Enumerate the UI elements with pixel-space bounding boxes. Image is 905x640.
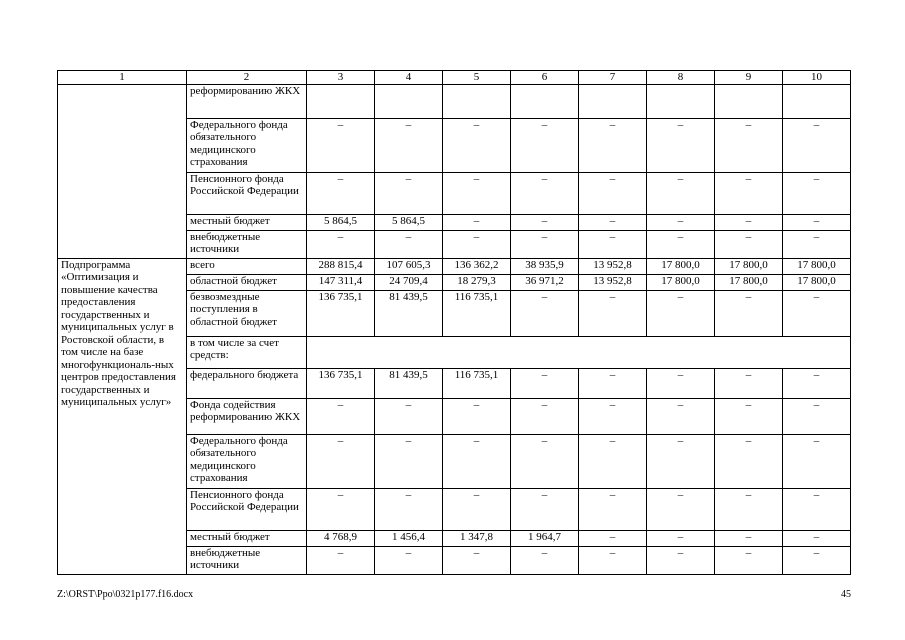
value-cell: 107 605,3 [375, 258, 443, 274]
value-cell [647, 84, 715, 118]
value-cell: – [375, 488, 443, 530]
value-cell: 1 456,4 [375, 530, 443, 546]
header-cell: 4 [375, 71, 443, 85]
value-cell: – [511, 214, 579, 230]
value-cell [579, 84, 647, 118]
value-cell: 13 952,8 [579, 258, 647, 274]
value-cell: – [783, 488, 851, 530]
value-cell: – [307, 398, 375, 434]
table-header-row [58, 71, 851, 85]
value-cell: – [443, 488, 511, 530]
value-cell: 24 709,4 [375, 274, 443, 290]
header-cell: 1 [58, 71, 187, 85]
value-cell: – [783, 546, 851, 574]
value-cell: – [783, 172, 851, 214]
row-label-cell: местный бюджет [187, 214, 307, 230]
value-cell: – [307, 230, 375, 258]
value-cell: – [783, 290, 851, 336]
header-cell: 8 [647, 71, 715, 85]
table-row [58, 84, 851, 118]
value-cell: – [511, 488, 579, 530]
value-cell: 136 362,2 [443, 258, 511, 274]
value-cell: 17 800,0 [715, 258, 783, 274]
value-cell: – [443, 214, 511, 230]
value-cell: – [647, 290, 715, 336]
value-cell: – [375, 230, 443, 258]
value-cell: 136 735,1 [307, 290, 375, 336]
row-label-cell: Пенсионного фонда Российской Федерации [187, 172, 307, 214]
value-cell: 81 439,5 [375, 290, 443, 336]
row-label-cell: Федерального фонда обязательного медицинского страхования [187, 434, 307, 488]
value-cell: – [511, 118, 579, 172]
value-cell: – [579, 214, 647, 230]
value-cell: – [307, 488, 375, 530]
value-cell: 17 800,0 [783, 274, 851, 290]
value-cell: – [715, 172, 783, 214]
value-cell: – [647, 546, 715, 574]
value-cell: – [579, 434, 647, 488]
value-cell: – [647, 434, 715, 488]
value-cell [783, 84, 851, 118]
value-cell: – [783, 230, 851, 258]
value-cell: – [579, 172, 647, 214]
value-cell: – [783, 398, 851, 434]
value-cell: – [511, 230, 579, 258]
value-cell: – [375, 398, 443, 434]
value-cell: – [715, 118, 783, 172]
value-cell: – [511, 398, 579, 434]
value-cell: – [715, 290, 783, 336]
row-label-cell: местный бюджет [187, 530, 307, 546]
budget-table [57, 70, 851, 575]
value-cell: – [715, 546, 783, 574]
row-label-cell: реформированию ЖКХ [187, 84, 307, 118]
value-cell: – [579, 530, 647, 546]
value-cell: 17 800,0 [715, 274, 783, 290]
value-cell: 4 768,9 [307, 530, 375, 546]
value-cell: 116 735,1 [443, 368, 511, 398]
value-cell: – [579, 290, 647, 336]
value-cell: – [307, 118, 375, 172]
merged-empty-cell [307, 336, 851, 368]
value-cell [511, 84, 579, 118]
value-cell: – [443, 118, 511, 172]
row-label-cell: Пенсионного фонда Российской Федерации [187, 488, 307, 530]
value-cell: – [443, 398, 511, 434]
row-label-cell: в том числе за счет средств: [187, 336, 307, 368]
value-cell: 5 864,5 [375, 214, 443, 230]
value-cell: – [307, 172, 375, 214]
header-cell: 7 [579, 71, 647, 85]
value-cell: 17 800,0 [647, 258, 715, 274]
value-cell: – [511, 434, 579, 488]
value-cell: – [647, 398, 715, 434]
value-cell: 36 971,2 [511, 274, 579, 290]
header-cell: 10 [783, 71, 851, 85]
table-row [58, 258, 851, 274]
value-cell: – [715, 434, 783, 488]
value-cell: – [647, 172, 715, 214]
value-cell: – [375, 172, 443, 214]
value-cell: – [375, 118, 443, 172]
value-cell: – [715, 230, 783, 258]
value-cell: – [783, 118, 851, 172]
subprogram-name-cell: Подпрограмма «Оптимизация и повышение качества предоставления государственных и муниципальных услуг в Ростовской области, в том числе на базе многофункциональ-ных центров предоставления государственных и муниципальных услуг» [58, 258, 187, 574]
header-cell: 5 [443, 71, 511, 85]
value-cell: 13 952,8 [579, 274, 647, 290]
value-cell: – [783, 434, 851, 488]
value-cell: – [783, 214, 851, 230]
value-cell: – [443, 172, 511, 214]
row-label-cell: федерального бюджета [187, 368, 307, 398]
header-cell: 9 [715, 71, 783, 85]
header-cell: 2 [187, 71, 307, 85]
value-cell: – [511, 546, 579, 574]
value-cell: 116 735,1 [443, 290, 511, 336]
file-path: Z:\ORST\Ppo\0321p177.f16.docx [57, 589, 194, 600]
value-cell: – [375, 546, 443, 574]
row-label-cell: всего [187, 258, 307, 274]
value-cell: – [443, 546, 511, 574]
value-cell: – [579, 118, 647, 172]
value-cell: – [715, 488, 783, 530]
row-label-cell: безвозмездные поступления в областной бюджет [187, 290, 307, 336]
value-cell: – [511, 172, 579, 214]
value-cell: – [715, 398, 783, 434]
value-cell: – [647, 488, 715, 530]
value-cell: – [715, 214, 783, 230]
value-cell: – [783, 368, 851, 398]
value-cell: 81 439,5 [375, 368, 443, 398]
value-cell: 288 815,4 [307, 258, 375, 274]
value-cell: – [443, 230, 511, 258]
value-cell: – [715, 368, 783, 398]
value-cell: – [307, 434, 375, 488]
value-cell [715, 84, 783, 118]
program-name-cell [58, 84, 187, 258]
value-cell: – [783, 530, 851, 546]
value-cell: – [307, 546, 375, 574]
value-cell: – [375, 434, 443, 488]
value-cell: – [647, 214, 715, 230]
value-cell: – [647, 118, 715, 172]
value-cell: – [579, 488, 647, 530]
row-label-cell: внебюджетные источники [187, 546, 307, 574]
value-cell: 38 935,9 [511, 258, 579, 274]
value-cell: – [647, 530, 715, 546]
value-cell: – [579, 546, 647, 574]
value-cell [307, 84, 375, 118]
value-cell: – [511, 290, 579, 336]
value-cell: 1 964,7 [511, 530, 579, 546]
value-cell: 136 735,1 [307, 368, 375, 398]
value-cell: 18 279,3 [443, 274, 511, 290]
page-number: 45 [841, 589, 851, 600]
value-cell: – [579, 230, 647, 258]
value-cell: 147 311,4 [307, 274, 375, 290]
row-label-cell: Федерального фонда обязательного медицинского страхования [187, 118, 307, 172]
value-cell: 17 800,0 [783, 258, 851, 274]
value-cell: – [511, 368, 579, 398]
value-cell: – [579, 368, 647, 398]
value-cell: 5 864,5 [307, 214, 375, 230]
header-cell: 3 [307, 71, 375, 85]
value-cell [375, 84, 443, 118]
row-label-cell: внебюджетные источники [187, 230, 307, 258]
value-cell [443, 84, 511, 118]
value-cell: 1 347,8 [443, 530, 511, 546]
row-label-cell: Фонда содействия реформированию ЖКХ [187, 398, 307, 434]
value-cell: – [443, 434, 511, 488]
value-cell: – [579, 398, 647, 434]
header-cell: 6 [511, 71, 579, 85]
value-cell: – [715, 530, 783, 546]
value-cell: 17 800,0 [647, 274, 715, 290]
value-cell: – [647, 368, 715, 398]
row-label-cell: областной бюджет [187, 274, 307, 290]
value-cell: – [647, 230, 715, 258]
